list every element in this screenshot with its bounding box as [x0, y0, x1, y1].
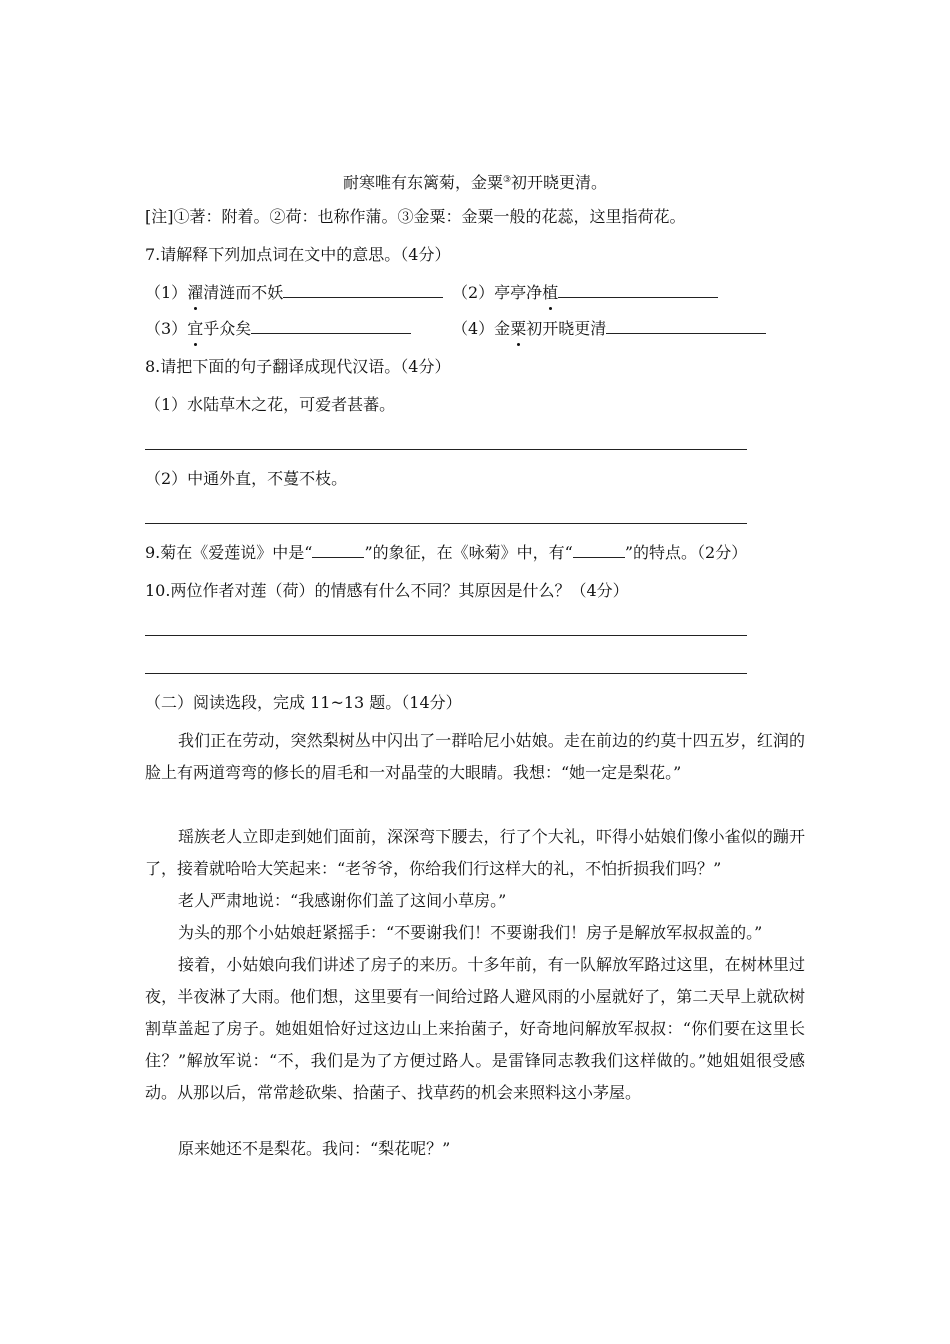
passage-paragraph: 瑶族老人立即走到她们面前，深深弯下腰去，行了个大礼，吓得小姑娘们像小雀似的蹦开了，接着就哈哈大笑起来：“老爷爷，你给我们行这样大的礼，不怕折损我们吗？” — [145, 827, 805, 878]
passage-paragraph: 我们正在劳动，突然梨树丛中闪出了一群哈尼小姑娘。走在前边的约莫十四五岁，红润的脸上有两道弯弯的修长的眉毛和一对晶莹的大眼睛。我想：“她一定是梨花。” — [145, 731, 805, 782]
question-7-title: 7.请解释下列加点词在文中的意思。（4分） — [145, 245, 451, 264]
question-7-item-1: （1）濯清涟而不妖 — [145, 281, 443, 305]
answer-blank[interactable] — [606, 317, 766, 334]
question-8-title: 8.请把下面的句子翻译成现代汉语。（4分） — [145, 357, 451, 376]
answer-blank[interactable] — [573, 541, 625, 558]
question-8-sentence-2: （2）中通外直，不蔓不枝。 — [145, 469, 348, 488]
answer-line[interactable] — [145, 449, 747, 450]
answer-line[interactable] — [145, 635, 747, 636]
answer-line[interactable] — [145, 523, 747, 524]
poem-text-a: 耐寒唯有东篱菊，金粟 — [342, 173, 503, 192]
passage-paragraph: 为头的那个小姑娘赶紧摇手：“不要谢我们！不要谢我们！房子是解放军叔叔盖的。” — [178, 923, 763, 942]
passage-paragraph: 接着，小姑娘向我们讲述了房子的来历。十多年前，有一队解放军路过这里，在树林里过夜，半夜淋了大雨。他们想，这里要有一间给过路人避风雨的小屋就好了，第二天早上就砍树割草盖起了房子。她姐姐恰好过这边山上来抬菌子，好奇地问解放军叔叔：“你们要在这里长住？”解放军说：“不，我们是为了方便过路人。是雷锋同志教我们这样做的。”她姐姐很受感动。从那以后，常常趁砍柴、拾菌子、找草药的机会来照料这小茅屋。 — [145, 955, 805, 1102]
answer-line[interactable] — [145, 673, 747, 674]
poem-text-b: 初开晓更清。 — [511, 173, 608, 192]
question-7-item-2: （2）亭亭净植 — [452, 281, 718, 305]
poem-line — [0, 168, 950, 195]
answer-blank[interactable] — [558, 281, 718, 298]
answer-blank[interactable] — [312, 541, 364, 558]
passage-paragraph: 老人严肃地说：“我感谢你们盖了这间小草房。” — [178, 891, 507, 910]
question-10: 10.两位作者对莲（荷）的情感有什么不同？其原因是什么？（4分） — [145, 581, 629, 600]
question-8-sentence-1: （1）水陆草木之花，可爱者甚蕃。 — [145, 395, 396, 414]
question-9: 9.菊在《爱莲说》中是“ ”的象征，在《咏菊》中，有“ ”的特点。（2分） — [145, 543, 748, 562]
passage-paragraph: 原来她还不是梨花。我问：“梨花呢？” — [178, 1139, 451, 1158]
section-2-heading: （二）阅读选段，完成 11~13 题。（14分） — [145, 693, 462, 712]
question-7-item-4: （4）金粟初开晓更清 — [452, 317, 766, 341]
answer-blank[interactable] — [251, 317, 411, 334]
question-7-item-3: （3）宜乎众矣 — [145, 317, 411, 341]
footnote-mark: ③ — [502, 175, 512, 185]
footnote: [注]①著：附着。②荷：也称作蒲。③金粟：金粟一般的花蕊，这里指荷花。 — [145, 207, 686, 226]
answer-blank[interactable] — [283, 281, 443, 298]
